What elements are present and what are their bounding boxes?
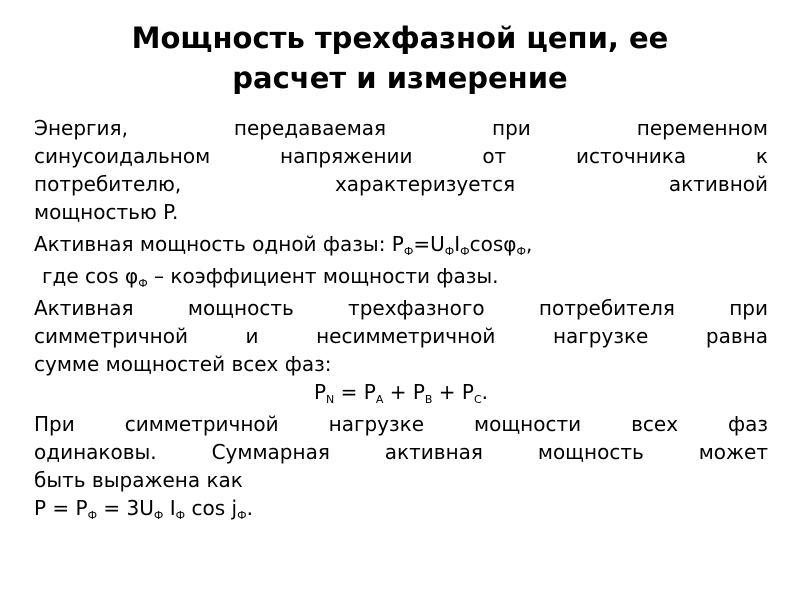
paragraph-line: сумме мощностей всех фаз: xyxy=(34,352,332,376)
formula-text: + P xyxy=(432,380,474,404)
paragraph-line: потребителю, характеризуется активной xyxy=(34,172,768,196)
paragraph-line: мощностью P. xyxy=(34,200,179,224)
formula-text: , xyxy=(525,232,533,256)
paragraph-symmetric xyxy=(34,410,768,494)
subscript: Ф xyxy=(460,245,470,258)
formula-total-power xyxy=(34,494,768,522)
formula-text: + P xyxy=(383,380,425,404)
formula-sum-power xyxy=(34,378,768,406)
paragraph-energy xyxy=(34,114,768,226)
subscript: Ф xyxy=(87,509,98,522)
subscript: Ф xyxy=(153,509,164,522)
subscript: Ф xyxy=(237,509,247,522)
formula-text: P xyxy=(313,380,327,404)
formula-text: I xyxy=(163,496,176,520)
subscript: A xyxy=(375,393,384,406)
subscript: Ф xyxy=(516,245,526,258)
slide-title-line-2: расчет и измерение xyxy=(232,61,568,95)
subscript: Ф xyxy=(403,245,414,258)
power-factor-definition xyxy=(34,262,768,290)
formula-text: cos j xyxy=(185,496,238,520)
formula-text: Активная мощность одной фазы: P xyxy=(34,232,404,256)
paragraph-three-phase xyxy=(34,294,768,378)
paragraph-line: При симметричной нагрузке мощности всех фаз xyxy=(34,412,768,436)
paragraph-line: одинаковы. Суммарная активная мощность может xyxy=(34,440,768,464)
formula-text: = 3U xyxy=(97,496,154,520)
slide-body xyxy=(34,114,768,522)
slide-title xyxy=(0,18,800,98)
subscript: Ф xyxy=(175,509,186,522)
formula-text: I xyxy=(454,232,461,256)
paragraph-line: быть выражена как xyxy=(34,468,243,492)
subscript: N xyxy=(326,393,335,406)
subscript: Ф xyxy=(444,245,455,258)
formula-text: = P xyxy=(334,380,376,404)
formula-text: – коэффициент мощности фазы. xyxy=(147,264,499,288)
formula-text: где cos φ xyxy=(42,264,139,288)
subscript: C xyxy=(473,393,482,406)
formula-text: cosφ xyxy=(469,232,517,256)
formula-text: P = P xyxy=(34,496,88,520)
formula-phase-power xyxy=(34,230,768,258)
subscript: B xyxy=(424,393,433,406)
paragraph-line: симметричной и несимметричной нагрузке равна xyxy=(34,324,768,348)
slide-title-line-1: Мощность трехфазной цепи, ее xyxy=(131,21,669,55)
formula-text: =U xyxy=(413,232,445,256)
formula-text: . xyxy=(246,496,253,520)
formula-text: . xyxy=(481,380,489,404)
paragraph-line: Активная мощность трехфазного потребителя при xyxy=(34,296,768,320)
paragraph-line: синусоидальном напряжении от источника к xyxy=(34,144,768,168)
subscript: Ф xyxy=(138,277,148,290)
paragraph-line: Энергия, передаваемая при переменном xyxy=(34,116,768,140)
